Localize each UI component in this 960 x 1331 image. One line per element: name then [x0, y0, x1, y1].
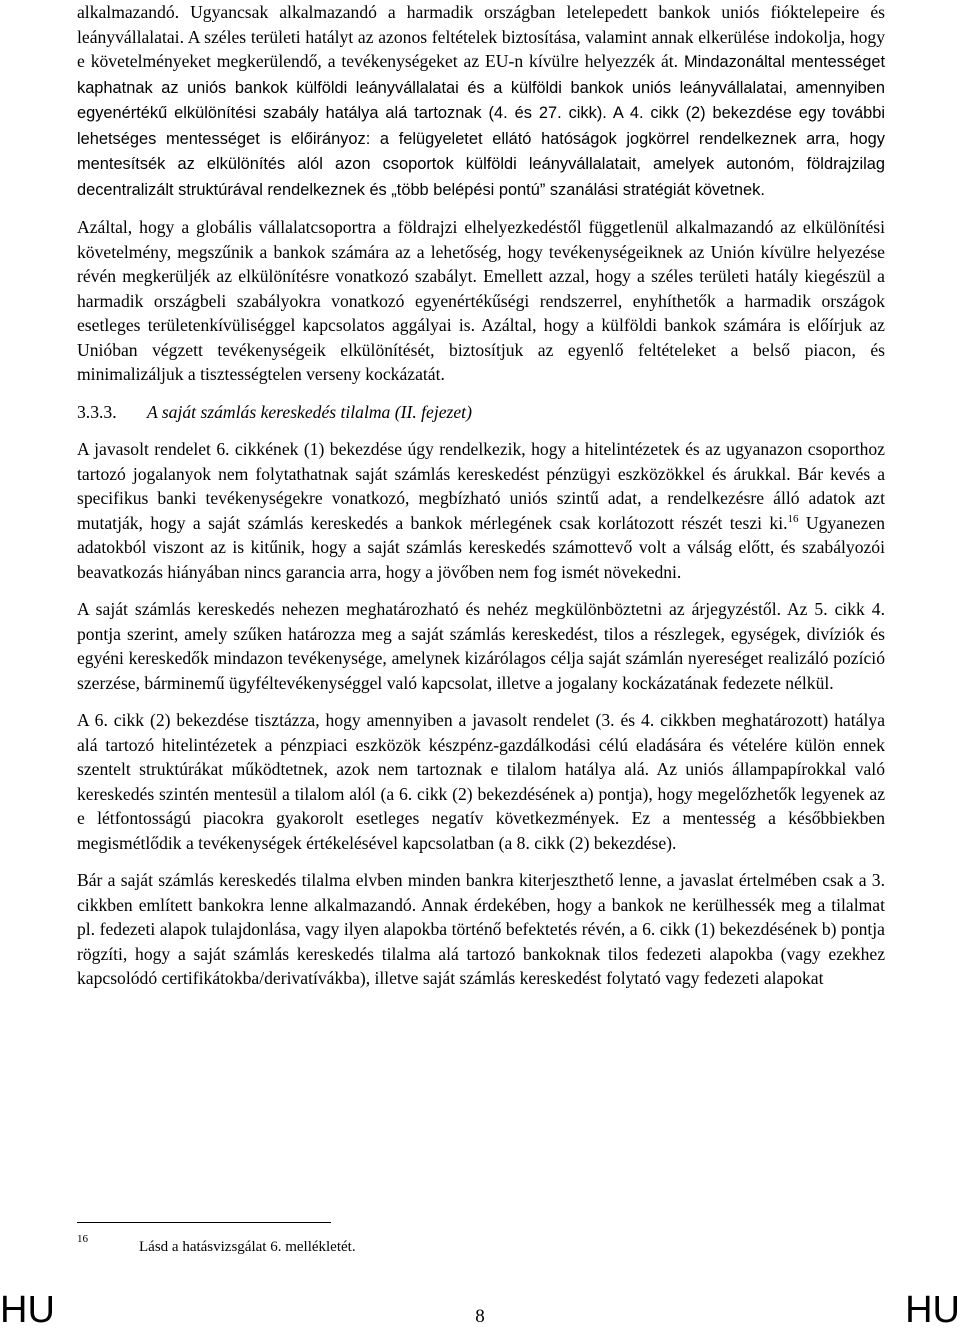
footnote-reference[interactable]: 16 [787, 512, 799, 525]
page-number: 8 [475, 1306, 485, 1327]
section-title: A saját számlás kereskedés tilalma (II. fejezet) [147, 401, 472, 422]
paragraph-article-6-2: A 6. cikk (2) bekezdése tisztázza, hogy amennyiben a javasolt rendelet (3. és 4. cikkben meghatározott) hatálya alá tartozó hitelintézetek a pénzpiaci eszközök készpénz-gazdálkodási célú eladására és vételére külön ennek szentelt struktúrákat működtetnek, azok nem tartoznak e tilalom hatálya alá. Az uniós állampapírokkal való kereskedés szintén mentesül a tilalom alól (a 6. cikk (2) bekezdésének a) pontja), hogy megelőzhetők legyenek az e létfontosságú piacokra gyakorolt esetleges negatív következmények. Ez a mentesség a későbbiekben megismétlődik a tevékenységek értékelésével kapcsolatban (a 8. cikk (2) bekezdése). [77, 710, 885, 853]
paragraph-scope-text: alkalmazandó. Ugyancsak alkalmazandó a harmadik országban letelepedett bankok uniós fióktelepeire és leányvállalatai. A széles területi hatályt az azonos feltételek biztosítása, valamint annak elkerülése indokolja, hogy e követelményeket megkerülendő, a tevékenységeket az EU-n kívülre helyezzék át. [77, 2, 885, 71]
footnote-divider [77, 1222, 331, 1223]
paragraph-scope [77, 0, 885, 202]
paragraph-exemption-text: Mindazonáltal mentességet kaphatnak az uniós bankok külföldi leányvállalatai és a külföldi bankok uniós leányvállalatai, amennyiben egyenértékű elkülönítési szabály hatálya alá tartoznak (4. és 27. cikk). A 4. cikk (2) bekezdése egy további lehetséges mentességet is előirányoz: a felügyeletet ellátó hatóságok jogkörrel rendelkeznek arra, hogy mentesítsék az elkülönítés alól azon csoportok külföldi leányvállalatait, amelyek autonóm, földrajzilag decentralizált struktúrával rendelkeznek és „több belépési pontú” szanálási stratégiát követnek. [77, 53, 885, 199]
document-body [77, 0, 885, 1004]
paragraph-article-6-1-text-a: A javasolt rendelet 6. cikkének (1) bekezdése úgy rendelkezik, hogy a hitelintézetek és az ugyanazon csoporthoz tartozó jogalanyok nem folytathatnak saját számlás kereskedést pénzügyi eszközökkel és árukkal. Bár kevés a specifikus banki tevékenységekre vonatkozó, megbízható uniós szintű adat, a rendelkezésre álló adatok azt mutatják, hogy a saját számlás kereskedés a bankok mérlegének csak korlátozott részét teszi ki. [77, 439, 885, 533]
paragraph-hedge-funds: Bár a saját számlás kereskedés tilalma elvben minden bankra kiterjeszthető lenne, a javaslat értelmében csak a 3. cikkben említett bankokra lenne alkalmazandó. Annak érdekében, hogy a bankok ne kerülhessék meg a tilalmat pl. fedezeti alapok tulajdonlása, vagy ilyen alapokba történő befektetés révén, a 6. cikk (1) bekezdésének b) pontja rögzíti, hogy a saját számlás kereskedés tilalma alá tartozó bankoknak tilos fedezeti alapokba (vagy ezekhez kapcsolódó certifikátokba/derivatívákba), illetve saját számlás kereskedést folytató vagy fedezeti alapokat [77, 870, 885, 988]
footnote-text: Lásd a hatásvizsgálat 6. mellékletét. [139, 1239, 356, 1255]
paragraph-article-6-1-text-b: Ugyanezen adatokból viszont az is kitűnik, hogy a saját számlás kereskedés számottevő volt a válság előtt, és szabályozói beavatkozás hiányában nincs garancia arra, hogy a jövőben nem fog ismét növekedni. [77, 512, 886, 582]
section-heading [77, 400, 885, 425]
language-code-right: HU [905, 1289, 960, 1331]
section-number: 3.3.3. [77, 401, 117, 422]
paragraph-global-application: Azáltal, hogy a globális vállalatcsoportra a földrajzi elhelyezkedéstől függetlenül alkalmazandó az elkülönítési követelmény, megszűnik a bankok számára az a lehetőség, hogy tevékenységeiknek az Unión kívülre helyezése révén megkerüljék az elkülönítésre vonatkozó szabályt. Emellett azzal, hogy a széles területi hatály kiegészül a harmadik országbeli szabályokra vonatkozó egyenértékűségi rendszerrel, enyhíthetők a harmadik országok esetleges területenkívüliséggel kapcsolatos aggályai is. Azáltal, hogy a külföldi bankok számára is előírjuk az Unióban végzett tevékenységeik elkülönítését, biztosítjuk az egyenlő feltételeket a belső piacon, és minimalizáljuk a tisztességtelen verseny kockázatát. [77, 217, 885, 384]
footnote-number: 16 [77, 1233, 88, 1245]
paragraph-article-6-1 [77, 437, 885, 584]
paragraph-definition: A saját számlás kereskedés nehezen meghatározható és nehéz megkülönböztetni az árjegyzéstől. Az 5. cikk 4. pontja szerint, amely szűken határozza meg a saját számlás kereskedést, tilos a részlegek, egységek, divíziók és egyéni kereskedők mindazon tevékenysége, amelynek kizárólagos célja saját számlán nyereséget realizáló pozíció szerzése, bárminemű ügyféltevékenységgel való kapcsolat, illetve a jogalany kockázatának fedezete nélkül. [77, 599, 885, 693]
footnote [77, 1233, 356, 1257]
language-code-left: HU [0, 1289, 55, 1331]
